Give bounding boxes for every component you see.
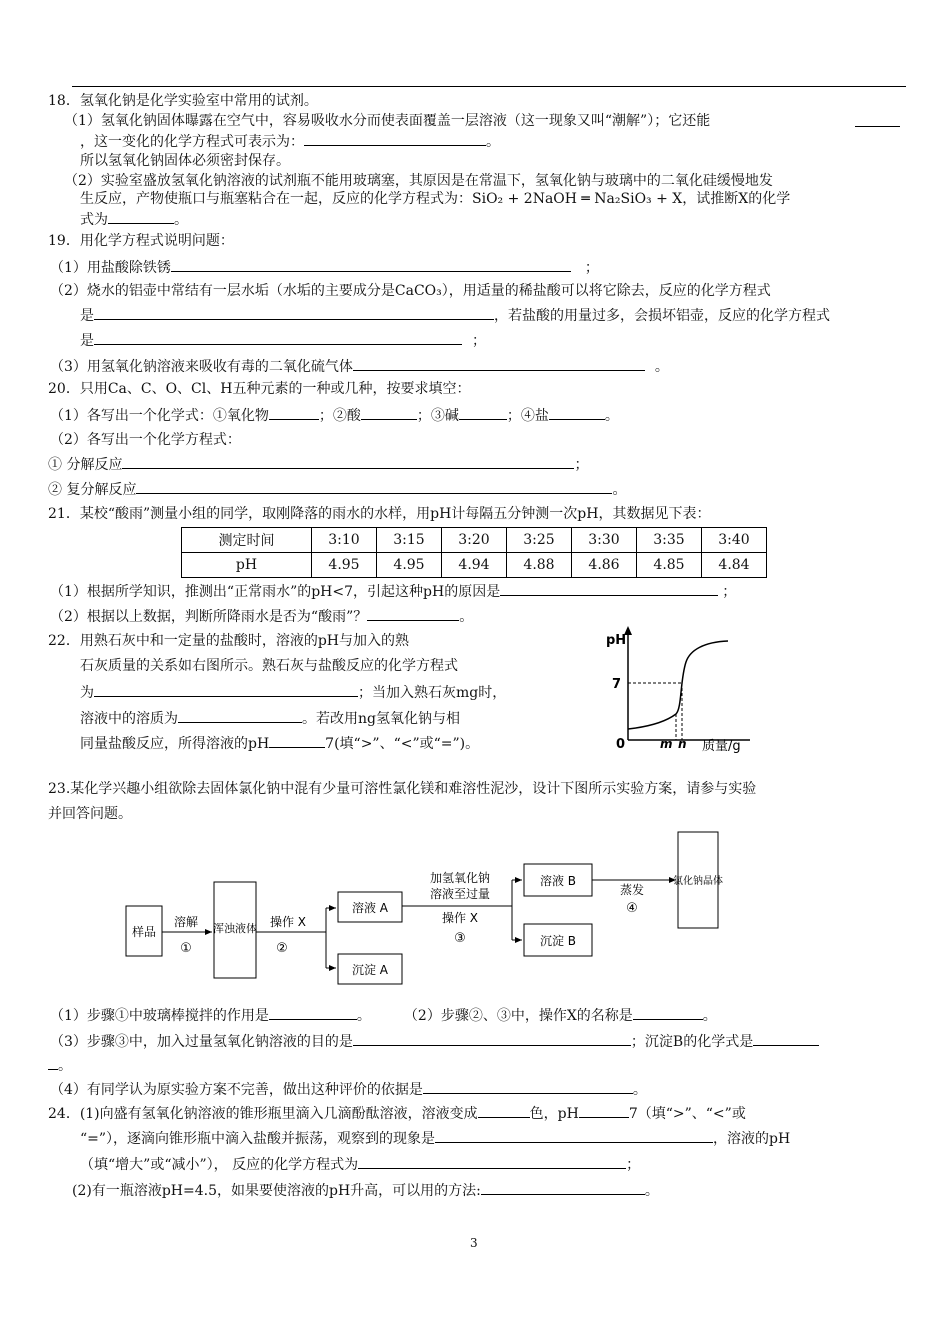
q20-line5: ② 复分解反应 。 — [48, 482, 627, 498]
q19-line4: 是 ，若盐酸的用量过多，会损坏铝壶，反应的化学方程式 — [80, 308, 830, 324]
answer-blank[interactable] — [361, 406, 417, 420]
precipitate-a-label: 沉淀 A — [351, 963, 389, 977]
q22-line5: 同量盐酸反应，所得溶液的pH 7(填“>”、“<”或“=”)。 — [80, 736, 480, 752]
q20-line2: （1）各写出一个化学式：①氧化物 ；②酸 ；③碱 ；④盐 。 — [50, 408, 619, 424]
m-label: m — [660, 737, 673, 751]
solution-a-label: 溶液 A — [351, 901, 389, 915]
step1-label: 溶解 — [173, 915, 199, 929]
table-cell: 4.88 — [507, 553, 572, 578]
q18-line4: 所以氢氧化钠固体必须密封保存。 — [80, 153, 290, 169]
q18-line5: （2）实验室盛放氢氧化钠溶液的试剂瓶不能用玻璃塞，其原因是在常温下，氢氧化钠与玻璃中的二氧化硅缓慢地发 — [64, 173, 773, 189]
q23-line1: 23.某化学兴趣小组欲除去固体氯化钠中混有少量可溶性氯化镁和难溶性泥沙，设计下图所示实验方案，请参与实验 — [48, 781, 757, 797]
table-cell: 3:20 — [442, 528, 507, 553]
step2-label: 操作 X — [269, 915, 307, 929]
q24-line3: （填“增大”或“减小”）， 反应的化学方程式为 ； — [80, 1157, 641, 1173]
q22-line3: 为 ；当加入熟石灰mg时， — [80, 685, 507, 701]
step1-number: ① — [180, 941, 192, 956]
step3-op: 操作 X — [441, 911, 479, 925]
table-cell: 4.95 — [312, 553, 377, 578]
q18-line3: ，这一变化的化学方程式可表示为： 。 — [80, 134, 500, 150]
answer-blank[interactable] — [171, 258, 571, 272]
table-cell: 4.85 — [637, 553, 702, 578]
table-cell: 4.86 — [572, 553, 637, 578]
table-cell: 3:15 — [377, 528, 442, 553]
origin-label: 0 — [616, 737, 626, 752]
step4-label: 蒸发 — [619, 883, 645, 897]
q20-title: 20．只用Ca、C、O、Cl、H五种元素的一种或几种，按要求填空： — [48, 381, 471, 397]
answer-blank[interactable] — [136, 480, 612, 494]
answer-blank[interactable] — [94, 683, 358, 697]
step3-number: ③ — [454, 931, 466, 946]
answer-blank[interactable] — [48, 1056, 58, 1070]
step3-label-1: 加氢氧化钠 — [429, 871, 491, 885]
step3-label-2: 溶液至过量 — [429, 887, 491, 901]
turbid-liquid-label: 浑浊液体 — [213, 922, 257, 935]
q23-line5: 。 — [48, 1056, 72, 1075]
table-cell: 3:40 — [702, 528, 767, 553]
answer-blank[interactable] — [358, 1155, 626, 1169]
answer-blank[interactable] — [423, 1080, 633, 1094]
q22-line2: 石灰质量的关系如右图所示。熟石灰与盐酸反应的化学方程式 — [80, 658, 458, 674]
answer-blank[interactable] — [122, 455, 574, 469]
answer-blank[interactable] — [500, 582, 718, 596]
answer-blank[interactable] — [269, 406, 319, 420]
table-cell: pH — [182, 553, 312, 578]
table-row — [182, 528, 767, 553]
q19-line2: （1）用盐酸除铁锈 ； — [50, 260, 599, 276]
table-cell: 4.84 — [702, 553, 767, 578]
q21-title: 21．某校“酸雨”测量小组的同学，取刚降落的雨水的水样，用pH计每隔五分钟测一次pH，其数据见下表： — [48, 506, 711, 522]
ph-data-table — [181, 527, 767, 578]
answer-blank[interactable] — [478, 1104, 530, 1118]
n-label: n — [678, 737, 687, 751]
table-cell: 3:10 — [312, 528, 377, 553]
q21-line3: （2）根据以上数据，判断所降雨水是否为“酸雨”？ 。 — [50, 609, 474, 625]
table-cell: 4.94 — [442, 553, 507, 578]
q18-line2: （1）氢氧化钠固体曝露在空气中，容易吸收水分而使表面覆盖一层溶液（这一现象又叫“潮解”）；它还能 — [64, 113, 711, 129]
sample-label: 样品 — [131, 925, 157, 939]
answer-blank[interactable] — [108, 210, 174, 224]
table-cell: 3:30 — [572, 528, 637, 553]
table-cell: 3:35 — [637, 528, 702, 553]
answer-blank[interactable] — [94, 331, 462, 345]
q18-line6: 生反应，产物使瓶口与瓶塞粘合在一起，反应的化学方程式为：SiO₂ + 2NaOH ═ Na₂SiO₃ + X，试推断X的化学 — [80, 191, 791, 207]
q19-line3: （2）烧水的铝壶中常结有一层水垢（水垢的主要成分是CaCO₃），用适量的稀盐酸可以将它除去，反应的化学方程式 — [50, 283, 771, 299]
flow-diagram — [120, 828, 740, 988]
q21-line2: （1）根据所学知识，推测出“正常雨水”的pH<7，引起这种pH的原因是 ； — [50, 584, 737, 600]
solution-b-label: 溶液 B — [539, 874, 577, 888]
step4-number: ④ — [626, 901, 638, 916]
q18-line7: 式为 。 — [80, 212, 188, 228]
step2-number: ② — [276, 941, 288, 956]
q22-line4: 溶液中的溶质为 。若改用ng氢氧化钠与相 — [80, 711, 460, 727]
answer-blank[interactable] — [94, 306, 494, 320]
answer-blank[interactable] — [353, 357, 645, 371]
q24-line1: 24．(1)向盛有氢氧化钠溶液的锥形瓶里滴入几滴酚酞溶液，溶液变成 色，pH 7（填“>”、“<”或 — [48, 1106, 746, 1122]
answer-blank[interactable] — [304, 132, 486, 146]
header-rule — [72, 86, 906, 87]
ph-curve-graph — [600, 622, 780, 754]
q20-line3: （2）各写出一个化学方程式： — [50, 432, 241, 448]
answer-blank[interactable] — [753, 1032, 819, 1046]
q19-title: 19．用化学方程式说明问题： — [48, 233, 234, 249]
q24-line4: (2)有一瓶溶液pH=4.5，如果要使溶液的pH升高，可以用的方法: 。 — [72, 1183, 659, 1199]
q23-line3: （1）步骤①中玻璃棒搅拌的作用是 。 （2）步骤②、③中，操作X的名称是 。 — [50, 1008, 717, 1024]
ph7-label: 7 — [612, 677, 622, 692]
nacl-crystal-label: 氯化钠晶体 — [673, 876, 723, 887]
answer-blank[interactable] — [269, 1006, 357, 1020]
q24-line2: “=”），逐滴向锥形瓶中滴入盐酸并振荡，观察到的现象是 ，溶液的pH — [80, 1131, 791, 1147]
q19-line6: （3）用氢氧化钠溶液来吸收有毒的二氧化硫气体 。 — [50, 359, 669, 375]
precipitate-b-label: 沉淀 B — [539, 934, 577, 948]
answer-blank[interactable] — [855, 113, 900, 127]
q19-line5: 是 ； — [80, 333, 486, 349]
q20-line4: ① 分解反应 ； — [48, 457, 589, 473]
answer-blank[interactable] — [353, 1032, 631, 1046]
mass-axis-label: 质量/g — [702, 739, 741, 754]
answer-blank[interactable] — [367, 607, 459, 621]
q23-line4: （3）步骤③中，加入过量氢氧化钠溶液的目的是 ；沉淀B的化学式是 — [50, 1032, 819, 1051]
table-cell: 3:25 — [507, 528, 572, 553]
answer-blank[interactable] — [549, 406, 605, 420]
answer-blank[interactable] — [269, 734, 325, 748]
table-cell: 4.95 — [377, 553, 442, 578]
page-number: 3 — [470, 1236, 478, 1250]
answer-blank[interactable] — [178, 709, 302, 723]
q22-line1: 22．用熟石灰中和一定量的盐酸时，溶液的pH与加入的熟 — [48, 633, 409, 649]
q23-line2: 并回答问题。 — [48, 806, 132, 822]
q23-line6: （4）有同学认为原实验方案不完善，做出这种评价的依据是 。 — [50, 1082, 647, 1098]
answer-blank[interactable] — [435, 1129, 713, 1143]
table-row — [182, 553, 767, 578]
answer-blank[interactable] — [481, 1181, 645, 1195]
ph-curve — [628, 641, 728, 729]
answer-blank[interactable] — [579, 1104, 629, 1118]
q18-title: 18．氢氧化钠是化学实验室中常用的试剂。 — [48, 93, 318, 109]
answer-blank[interactable] — [633, 1006, 703, 1020]
ph-axis-label: pH — [606, 633, 627, 648]
answer-blank[interactable] — [459, 406, 507, 420]
table-cell: 测定时间 — [182, 528, 312, 553]
